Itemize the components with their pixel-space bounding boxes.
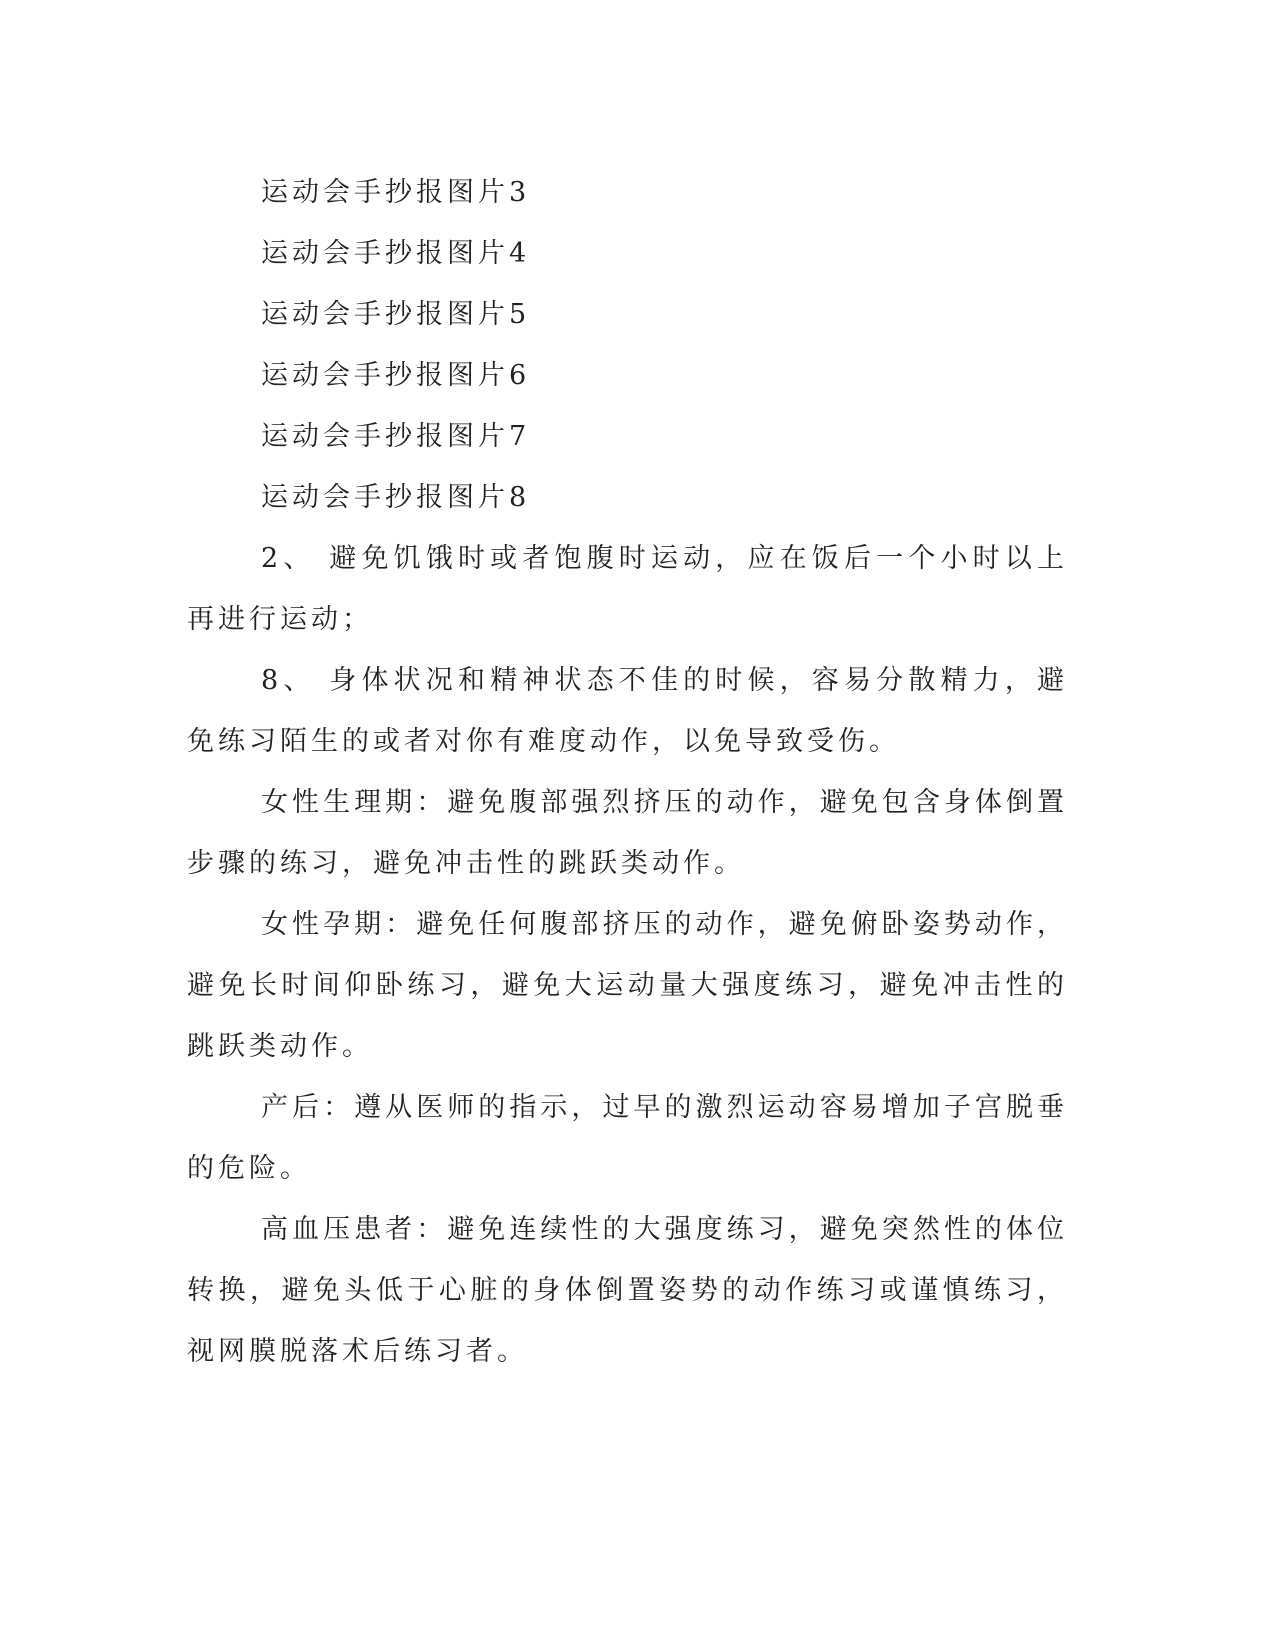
image-caption: 运动会手抄报图片5 <box>261 299 531 330</box>
paragraph-postpartum: 产后：遵从医师的指示，过早的激烈运动容易增加子宫脱垂的危险。 <box>187 1092 1068 1184</box>
paragraph-poor-condition: 8、 身体状况和精神状态不佳的时候，容易分散精力，避免练习陌生的或者对你有难度动作，以免导致受伤。 <box>187 665 1068 757</box>
image-caption: 运动会手抄报图片8 <box>261 482 531 513</box>
image-caption: 运动会手抄报图片4 <box>261 238 531 269</box>
image-caption: 运动会手抄报图片3 <box>261 177 531 208</box>
paragraph-pregnancy: 女性孕期：避免任何腹部挤压的动作，避免俯卧姿势动作，避免长时间仰卧练习，避免大运动量大强度练习，避免冲击性的跳跃类动作。 <box>187 909 1068 1062</box>
paragraph-meal-timing: 2、 避免饥饿时或者饱腹时运动，应在饭后一个小时以上再进行运动； <box>187 543 1068 635</box>
paragraph-menstruation: 女性生理期：避免腹部强烈挤压的动作，避免包含身体倒置步骤的练习，避免冲击性的跳跃类动作。 <box>187 787 1068 879</box>
image-caption: 运动会手抄报图片7 <box>261 421 531 452</box>
paragraph-hypertension: 高血压患者：避免连续性的大强度练习，避免突然性的体位转换，避免头低于心脏的身体倒置姿势的动作练习或谨慎练习，视网膜脱落术后练习者。 <box>187 1214 1068 1367</box>
image-caption: 运动会手抄报图片6 <box>261 360 531 391</box>
